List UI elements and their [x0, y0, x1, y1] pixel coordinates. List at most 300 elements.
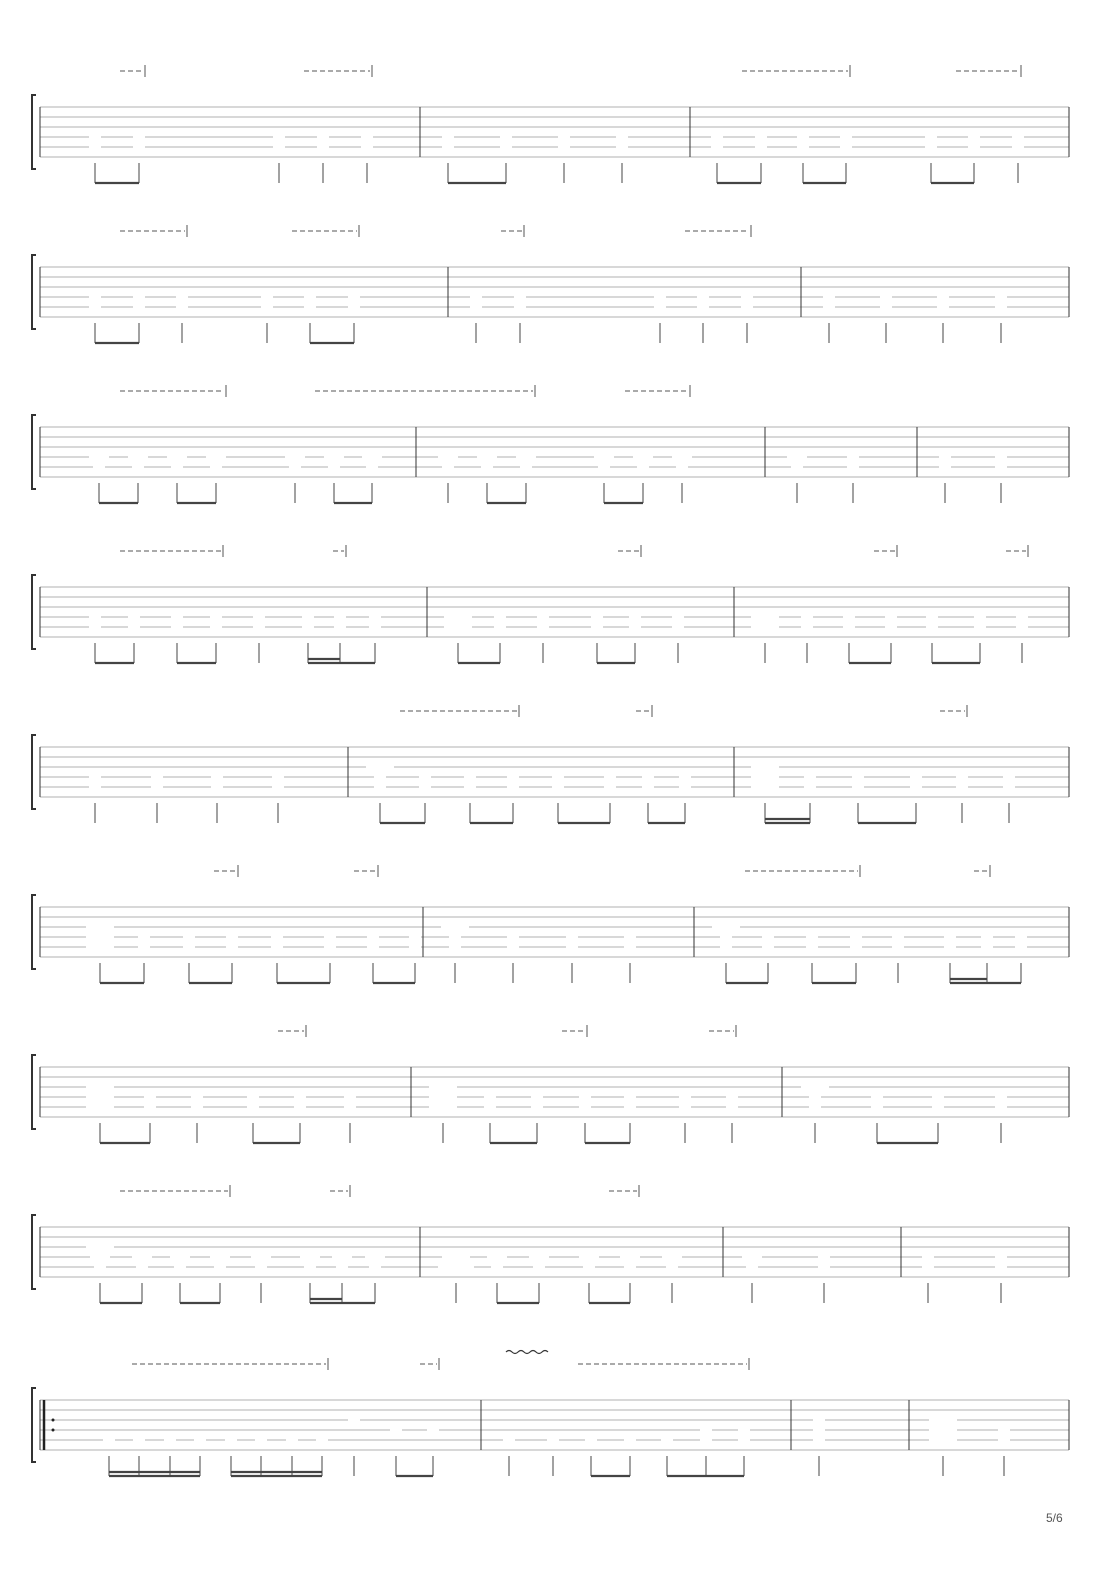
fret-bg	[491, 1261, 503, 1272]
fret-bg	[932, 1101, 944, 1112]
fret-bg	[751, 621, 779, 632]
fret-bg	[253, 611, 265, 622]
fret-bg	[929, 1414, 957, 1425]
repeat-dot	[52, 1429, 55, 1432]
fret-bg	[672, 621, 684, 632]
fret-bg	[272, 781, 284, 792]
fret-bg	[801, 611, 813, 622]
fret-bg	[726, 1091, 738, 1102]
fret-bg	[892, 941, 904, 952]
fret-bg	[804, 781, 816, 792]
fret-bg	[642, 771, 654, 782]
fret-bg	[624, 931, 636, 942]
fret-bg	[247, 1101, 259, 1112]
fret-bg	[823, 291, 835, 302]
fret-bg	[566, 941, 578, 952]
fret-bg	[442, 141, 454, 152]
fret-bg	[679, 771, 691, 782]
fret-bg	[419, 781, 431, 792]
fret-bg	[579, 1251, 599, 1262]
fret-bg	[304, 301, 316, 312]
fret-bg	[791, 461, 803, 472]
fret-bg	[487, 1251, 507, 1262]
fret-bg	[334, 621, 346, 632]
fret-bg	[144, 1091, 156, 1102]
fret-bg	[183, 941, 195, 952]
fret-bg	[974, 611, 986, 622]
fret-bg	[361, 141, 373, 152]
fret-bg	[211, 771, 223, 782]
fret-bg	[998, 1424, 1010, 1435]
fret-bg	[210, 1251, 230, 1262]
fret-bg	[787, 451, 807, 462]
fret-bg	[751, 611, 779, 622]
fret-bg	[552, 781, 564, 792]
fret-bg	[128, 451, 148, 462]
fret-bg	[633, 451, 653, 462]
fret-bg	[700, 1434, 712, 1445]
fret-bg	[89, 621, 101, 632]
repeat-dot	[52, 1419, 55, 1422]
fret-bg	[226, 931, 238, 942]
fret-bg	[741, 291, 753, 302]
fret-bg	[167, 451, 187, 462]
fret-bg	[369, 1261, 381, 1272]
fret-bg	[362, 451, 382, 462]
fret-bg	[272, 771, 284, 782]
fret-bg	[995, 461, 1007, 472]
fret-bg	[823, 301, 835, 312]
fret-bg	[579, 1101, 591, 1112]
fret-bg	[225, 1434, 237, 1445]
fret-bg	[286, 1434, 298, 1445]
fret-bg	[995, 301, 1007, 312]
fret-bg	[144, 1101, 156, 1112]
fret-bg	[840, 131, 852, 142]
staff-bracket	[32, 1055, 36, 1129]
fret-bg	[449, 931, 461, 942]
fret-bg	[871, 1091, 883, 1102]
fret-bg	[591, 621, 603, 632]
fret-bg	[132, 1251, 152, 1262]
fret-bg	[133, 301, 145, 312]
fret-bg	[720, 941, 732, 952]
fret-bg	[334, 611, 346, 622]
fret-bg	[507, 931, 519, 942]
fret-bg	[529, 1251, 549, 1262]
fret-bg	[813, 1424, 825, 1435]
fret-bg	[317, 131, 329, 142]
fret-bg	[642, 781, 654, 792]
fret-bg	[348, 301, 360, 312]
fret-bg	[537, 621, 549, 632]
fret-bg	[253, 621, 265, 632]
fret-bg	[174, 1261, 186, 1272]
fret-bg	[558, 131, 570, 142]
fret-bg	[332, 1251, 352, 1262]
fret-bg	[806, 931, 818, 942]
fret-bg	[132, 461, 144, 472]
fret-bg	[620, 1251, 640, 1262]
fret-bg	[390, 1424, 402, 1435]
fret-bg	[151, 781, 163, 792]
fret-bg	[328, 461, 340, 472]
fret-bg	[183, 931, 195, 942]
fret-bg	[654, 301, 666, 312]
fret-bg	[818, 1251, 830, 1262]
fret-bg	[429, 1091, 457, 1102]
fret-bg	[566, 931, 578, 942]
fret-bg	[711, 131, 723, 142]
staff-bracket	[32, 735, 36, 809]
fret-bg	[843, 621, 855, 632]
fret-bg	[676, 461, 688, 472]
fret-bg	[661, 1434, 673, 1445]
fret-bg	[813, 1414, 825, 1425]
fret-bg	[133, 1434, 145, 1445]
fret-bg	[531, 1101, 543, 1112]
fret-bg	[484, 1101, 496, 1112]
fret-bg	[755, 141, 767, 152]
fret-bg	[1012, 131, 1024, 142]
fret-bg	[762, 941, 774, 952]
fret-bg	[171, 621, 183, 632]
fret-bg	[885, 611, 897, 622]
fret-bg	[366, 461, 378, 472]
fret-bg	[746, 1261, 758, 1272]
fret-bg	[89, 301, 101, 312]
fret-bg	[500, 131, 512, 142]
fret-bg	[804, 771, 816, 782]
fret-bg	[194, 1434, 206, 1445]
fret-bg	[348, 291, 360, 302]
fret-bg	[210, 621, 222, 632]
staff-bracket	[32, 1215, 36, 1289]
fret-bg	[616, 131, 628, 142]
fret-bg	[86, 1081, 114, 1092]
fret-bg	[711, 141, 723, 152]
fret-bg	[444, 611, 472, 622]
fret-bg	[998, 1434, 1010, 1445]
fret-bg	[604, 771, 616, 782]
fret-bg	[136, 1261, 148, 1272]
fret-bg	[1012, 141, 1024, 152]
fret-bg	[419, 771, 431, 782]
fret-bg	[138, 931, 150, 942]
staff-bracket	[32, 1388, 36, 1462]
fret-bg	[995, 1101, 1007, 1112]
fret-bg	[995, 1091, 1007, 1102]
fret-bg	[533, 1261, 545, 1272]
fret-bg	[885, 621, 897, 632]
fret-bg	[809, 1101, 821, 1112]
fret-bg	[171, 461, 183, 472]
fret-bg	[598, 461, 610, 472]
fret-bg	[477, 451, 497, 462]
fret-bg	[922, 1251, 934, 1262]
fret-bg	[464, 771, 476, 782]
fret-bg	[880, 301, 892, 312]
fret-bg	[86, 1241, 114, 1252]
fret-bg	[176, 291, 188, 302]
fret-bg	[211, 781, 223, 792]
fret-bg	[369, 611, 381, 622]
fret-bg	[289, 461, 301, 472]
fret-bg	[801, 1081, 829, 1092]
fret-bg	[751, 761, 779, 772]
fret-bg	[273, 141, 285, 152]
fret-bg	[925, 131, 937, 142]
vibrato-line	[506, 1351, 548, 1354]
fret-bg	[871, 1101, 883, 1112]
fret-bg	[892, 931, 904, 942]
fret-bg	[547, 1434, 559, 1445]
fret-bg	[956, 771, 968, 782]
fret-bg	[255, 1261, 267, 1272]
fret-bg	[261, 291, 273, 302]
fret-bg	[516, 451, 536, 462]
staff-bracket	[32, 895, 36, 969]
fret-bg	[514, 291, 526, 302]
fret-bg	[438, 1261, 474, 1272]
fret-bg	[470, 291, 482, 302]
fret-bg	[507, 781, 519, 792]
fret-bg	[1003, 771, 1015, 782]
fret-bg	[138, 941, 150, 952]
fret-bg	[852, 771, 864, 782]
fret-bg	[738, 1434, 750, 1445]
fret-bg	[981, 931, 993, 942]
fret-bg	[697, 291, 709, 302]
fret-bg	[89, 771, 101, 782]
fret-bg	[751, 781, 779, 792]
fret-bg	[348, 1414, 360, 1425]
fret-bg	[585, 1434, 597, 1445]
fret-bg	[926, 621, 938, 632]
fret-bg	[170, 1251, 190, 1262]
fret-bg	[409, 931, 421, 942]
fret-bg	[818, 1261, 830, 1272]
fret-bg	[409, 941, 421, 952]
fret-bg	[133, 141, 145, 152]
fret-bg	[304, 1261, 316, 1272]
fret-bg	[261, 301, 273, 312]
fret-bg	[932, 1091, 944, 1102]
fret-bg	[624, 1101, 636, 1112]
fret-bg	[361, 131, 373, 142]
fret-bg	[251, 1251, 271, 1262]
fret-bg	[809, 1091, 821, 1102]
fret-bg	[1016, 611, 1028, 622]
fret-bg	[507, 941, 519, 952]
fret-bg	[679, 1101, 691, 1112]
fret-bg	[852, 781, 864, 792]
fret-bg	[89, 451, 109, 462]
fret-bg	[583, 1261, 595, 1272]
fret-bg	[956, 781, 968, 792]
fret-bg	[520, 461, 532, 472]
fret-bg	[700, 1424, 712, 1435]
fret-bg	[484, 1091, 496, 1102]
fret-bg	[133, 291, 145, 302]
fret-bg	[89, 141, 101, 152]
fret-bg	[922, 1261, 934, 1272]
fret-bg	[679, 1091, 691, 1102]
fret-bg	[128, 611, 140, 622]
fret-bg	[90, 1251, 110, 1262]
fret-bg	[369, 621, 381, 632]
fret-bg	[442, 131, 454, 142]
fret-bg	[336, 1261, 348, 1272]
fret-bg	[968, 141, 980, 152]
fret-bg	[500, 141, 512, 152]
fret-bg	[464, 781, 476, 792]
fret-bg	[294, 1101, 306, 1112]
fret-bg	[624, 1261, 636, 1272]
fret-bg	[367, 941, 379, 952]
fret-bg	[847, 461, 859, 472]
fret-bg	[995, 1251, 1007, 1262]
fret-bg	[624, 1434, 636, 1445]
fret-bg	[93, 461, 105, 472]
fret-bg	[273, 131, 285, 142]
fret-bg	[191, 1101, 203, 1112]
fret-bg	[494, 611, 506, 622]
fret-bg	[86, 931, 114, 942]
fret-bg	[89, 131, 101, 142]
fret-bg	[939, 461, 951, 472]
fret-bg	[324, 941, 336, 952]
fret-bg	[191, 1091, 203, 1102]
fret-bg	[86, 1091, 114, 1102]
fret-bg	[762, 931, 774, 942]
fret-bg	[365, 1251, 385, 1262]
fret-bg	[813, 1434, 825, 1445]
fret-bg	[481, 461, 493, 472]
fret-bg	[317, 141, 329, 152]
fret-bg	[537, 611, 549, 622]
fret-bg	[300, 1251, 320, 1262]
fret-bg	[579, 1091, 591, 1102]
staff-bracket	[32, 415, 36, 489]
fret-bg	[438, 451, 458, 462]
fret-bg	[531, 1091, 543, 1102]
fret-bg	[444, 621, 472, 632]
fret-bg	[850, 931, 862, 942]
fret-bg	[470, 301, 482, 312]
fret-bg	[89, 611, 101, 622]
fret-bg	[616, 141, 628, 152]
fret-bg	[367, 931, 379, 942]
fret-bg	[442, 461, 454, 472]
fret-bg	[442, 1251, 470, 1262]
fret-bg	[89, 781, 101, 792]
fret-bg	[552, 771, 564, 782]
staff-bracket	[32, 255, 36, 329]
fret-bg	[429, 1081, 457, 1092]
staff-bracket	[32, 95, 36, 169]
fret-bg	[1015, 931, 1027, 942]
fret-bg	[302, 621, 314, 632]
fret-bg	[304, 291, 316, 302]
fret-bg	[679, 781, 691, 792]
fret-bg	[271, 941, 283, 952]
fret-bg	[629, 621, 641, 632]
fret-bg	[89, 291, 101, 302]
fret-bg	[995, 291, 1007, 302]
fret-bg	[910, 771, 922, 782]
fret-bg	[850, 941, 862, 952]
fret-bg	[255, 1434, 267, 1445]
fret-bg	[806, 941, 818, 952]
fret-bg	[214, 1261, 226, 1272]
fret-bg	[429, 1101, 457, 1112]
fret-bg	[801, 621, 813, 632]
fret-bg	[624, 1091, 636, 1102]
fret-bg	[697, 301, 709, 312]
fret-bg	[712, 921, 740, 932]
fret-bg	[294, 1091, 306, 1102]
fret-bg	[558, 141, 570, 152]
fret-bg	[133, 131, 145, 142]
fret-bg	[507, 771, 519, 782]
fret-bg	[624, 941, 636, 952]
fret-bg	[176, 301, 188, 312]
fret-bg	[594, 451, 614, 462]
fret-bg	[441, 921, 469, 932]
fret-bg	[666, 1261, 678, 1272]
fret-bg	[726, 1101, 738, 1112]
fret-bg	[86, 941, 114, 952]
fret-bg	[937, 301, 949, 312]
fret-bg	[247, 1091, 259, 1102]
fret-bg	[968, 131, 980, 142]
fret-bg	[171, 611, 183, 622]
fret-bg	[503, 1434, 515, 1445]
fret-bg	[925, 141, 937, 152]
fret-bg	[86, 1101, 114, 1112]
fret-bg	[720, 931, 732, 942]
fret-bg	[995, 1261, 1007, 1272]
fret-bg	[94, 1261, 106, 1272]
fret-bg	[672, 611, 684, 622]
fret-bg	[86, 921, 114, 932]
fret-bg	[271, 931, 283, 942]
fret-bg	[449, 941, 461, 952]
fret-bg	[944, 931, 956, 942]
fret-bg	[910, 781, 922, 792]
fret-bg	[128, 621, 140, 632]
fret-bg	[797, 131, 809, 142]
fret-bg	[629, 611, 641, 622]
fret-bg	[672, 451, 692, 462]
fret-bg	[210, 611, 222, 622]
fret-bg	[797, 141, 809, 152]
page-number: 5/6	[1046, 1511, 1063, 1525]
fret-bg	[324, 451, 344, 462]
staff-bracket	[32, 575, 36, 649]
fret-bg	[344, 1101, 356, 1112]
fret-bg	[285, 451, 305, 462]
fret-bg	[939, 451, 951, 462]
fret-bg	[929, 1434, 957, 1445]
fret-bg	[847, 451, 859, 462]
fret-bg	[324, 931, 336, 942]
fret-bg	[1016, 621, 1028, 632]
fret-bg	[637, 461, 649, 472]
fret-bg	[981, 941, 993, 952]
fret-bg	[741, 301, 753, 312]
